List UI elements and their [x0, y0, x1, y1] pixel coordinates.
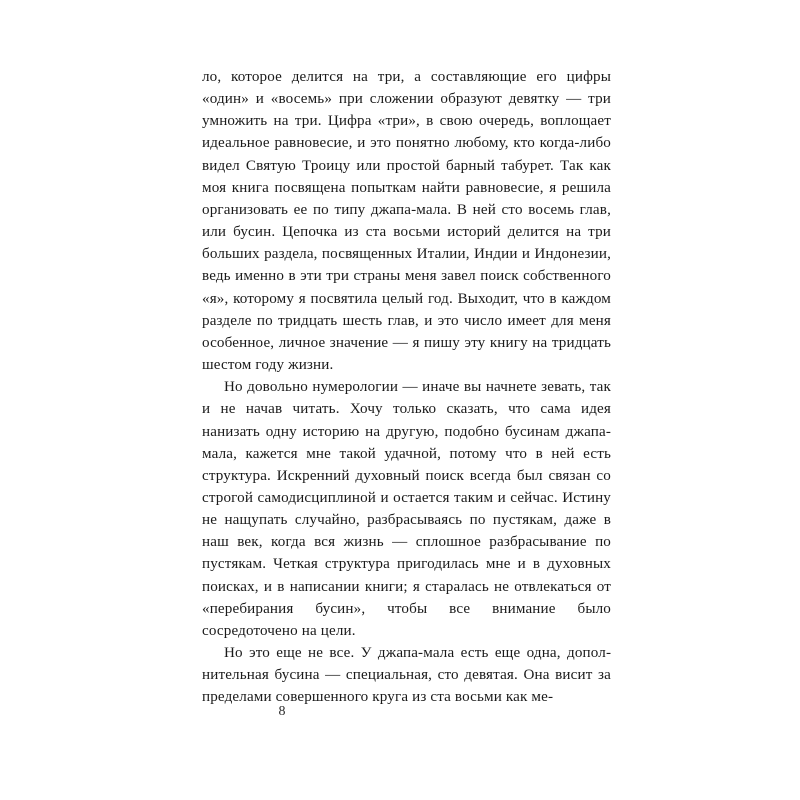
page-text-block	[202, 66, 611, 709]
paragraph: ло, которое делится на три, а составляющие его цифры «один» и «восемь» при сложении образуют девятку — три умножить на три. Цифра «три», в свою очередь, воплощает идеальное равновесие, и это понятно любому, кто когда-либо видел Святую Троицу или простой барный табурет. Так как моя книга посвящена попыткам найти равновесие, я решила организовать ее по типу джапа-мала. В ней сто восемь глав, или бусин. Цепочка из ста восьми историй делится на три больших раздела, посвященных Италии, Индии и Индонезии, ведь именно в эти три страны меня завел поиск собственного «я», которому я посвятила целый год. Выходит, что в каждом разделе по тридцать шесть глав, и это число имеет для меня особенное, личное значение — я пишу эту книгу на тридцать шестом году жизни.	[202, 69, 611, 374]
paragraph: Но это еще не все. У джапа-мала есть еще одна, дополнительная бусина — специальная, сто девятая. Она висит за пределами совершенного круга из ста восьми как ме-	[202, 645, 611, 706]
paragraph: Но довольно нумерологии — иначе вы начнете зевать, так и не начав читать. Хочу только сказать, что сама идея нанизать одну историю на другую, подобно бусинам джапа-мала, кажется мне такой удачной, потому что в ней есть структура. Искренний духовный поиск всегда был связан со строгой самодисциплиной и остается таким и сейчас. Истину не нащупать случайно, разбрасываясь по пустякам, даже в наш век, когда вся жизнь — сплошное разбрасывание по пустякам. Четкая структура пригодилась мне и в духовных поисках, и в написании книги; я старалась не отвлекаться от «перебирания бусин», чтобы все внимание было сосредоточено на цели.	[202, 379, 611, 639]
page-number: 8	[278, 704, 286, 719]
